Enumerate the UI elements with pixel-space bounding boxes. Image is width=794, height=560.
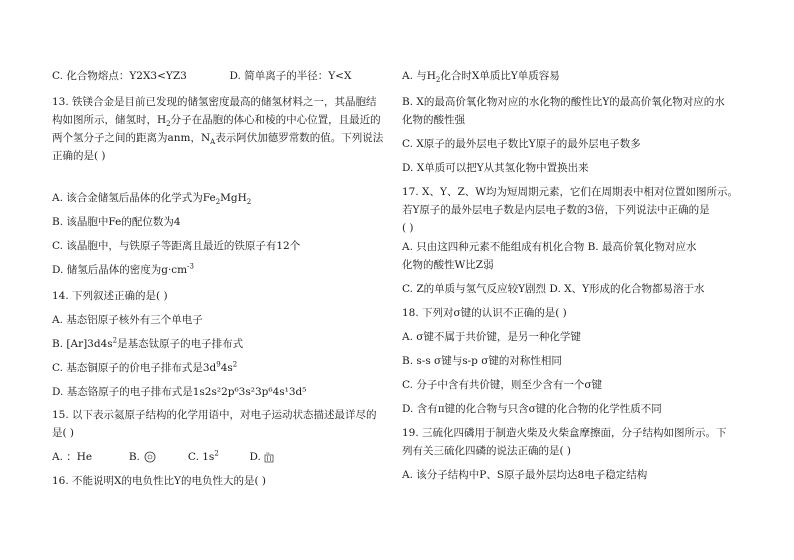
q16-option-d: D. X单质可以把Y从其氢化物中置换出来 xyxy=(402,162,589,174)
q19-line2: 列有关三硫化四磷的说法正确的是( ) xyxy=(402,445,572,457)
q18-option-c: C. 分子中含有共价键，则至少含有一个σ键 xyxy=(402,379,603,391)
q13-option-c: C. 该晶胞中，与铁原子等距离且最近的铁原子有12个 xyxy=(52,240,301,252)
svg-text:1s: 1s xyxy=(266,451,270,455)
option-d: D. 简单离子的半径：Y<X xyxy=(229,70,352,82)
q18-option-d: D. 含有π键的化合物与只含σ键的化合物的化学性质不同 xyxy=(402,403,662,415)
q14-option-c: C. 基态铜原子的价电子排布式是$3d^94s^2$ xyxy=(52,360,238,374)
q13-line4: 正确的是( ) xyxy=(52,150,106,162)
q16-option-b-line2: 化物的酸性强 xyxy=(402,114,465,126)
q15-option-c: C. $1s^2$ xyxy=(187,449,219,463)
q15-options xyxy=(52,450,274,464)
q17-line2: 若Y原子的最外层电子数是内层电子数的3倍，下列说法中正确的是 xyxy=(402,204,710,216)
option-c: C. 化合物熔点：Y2X3<YZ3 xyxy=(52,70,187,82)
q13-option-a: A. 该合金储氢后晶体的化学式为$Fe_2MgH_2$ xyxy=(52,192,252,207)
q13-option-d: D. 储氢后晶体的密度为$g\cdot cm^{-3}$ xyxy=(52,262,194,276)
q17-option-c-d: C. Z的单质与氢气反应较Y剧烈 D. X、Y形成的化合物都易溶于水 xyxy=(402,283,705,295)
q15-line2: 是( ) xyxy=(52,427,75,439)
q15-option-a: A. ：He xyxy=(52,451,93,463)
q18-option-b: B. s-s σ键与s-p σ键的对称性相同 xyxy=(402,355,562,367)
q13-line3: 两个氢分子之间的距离为anm，$N_A$表示阿伏加德罗常数的值。下列说法 xyxy=(52,132,384,147)
q13-option-b: B. 该晶胞中Fe的配位数为4 xyxy=(52,216,181,228)
q14-option-a: A. 基态铝原子核外有三个单电子 xyxy=(52,314,203,326)
q16-stem: 16. 不能说明X的电负性比Y的电负性大的是( ) xyxy=(52,475,266,487)
orbital-box-icon xyxy=(264,451,274,463)
q14-option-d: D. 基态铬原子的电子排布式是1s2s²2p⁶3s²3p⁶4s¹3d⁵ xyxy=(52,386,307,398)
q13-line2: 构如图所示，储氢时，$H_2$分子在晶胞的体心和棱的中心位置，且最近的 xyxy=(52,114,381,129)
q15-option-d: D. xyxy=(249,451,261,463)
q15-line1: 15. 以下表示氦原子结构的化学用语中，对电子运动状态描述最详尽的 xyxy=(52,409,377,421)
q17-option-b-cont: 化物的酸性W比Z弱 xyxy=(402,259,494,271)
q16-option-a: A. 与$H_2$化合时X单质比Y单质容易 xyxy=(402,70,560,85)
q18-option-a: A. σ键不属于共价键，是另一种化学键 xyxy=(402,331,581,343)
option-line-c-d xyxy=(52,69,351,83)
q17-line1: 17. X、Y、Z、W均为短周期元素，它们在周期表中相对位置如图所示。 xyxy=(402,186,739,198)
q14-stem: 14. 下列叙述正确的是( ) xyxy=(52,290,168,302)
q15-option-b: B. xyxy=(128,451,140,463)
q17-line3: ( ) xyxy=(402,222,414,234)
q13-line1: 13. 铁镁合金是目前已发现的储氢密度最高的储氢材料之一，其晶胞结 xyxy=(52,96,377,108)
q16-option-c: C. X原子的最外层电子数比Y原子的最外层电子数多 xyxy=(402,138,641,150)
atom-structure-icon xyxy=(143,451,157,463)
q14-option-b: B. $[Ar]3d4s^2$是基态钛原子的电子排布式 xyxy=(52,336,244,350)
q17-option-a-b: A. 只由这四种元素不能组成有机化合物 B. 最高价氧化物对应水 xyxy=(402,241,697,253)
q16-option-b-line1: B. X的最高价氧化物对应的水化物的酸性比Y的最高价氧化物对应的水 xyxy=(402,96,725,108)
q19-line1: 19. 三硫化四磷用于制造火柴及火柴盒摩擦面，分子结构如图所示。下 xyxy=(402,427,727,439)
q19-option-a: A. 该分子结构中P、S原子最外层均达8电子稳定结构 xyxy=(402,469,648,481)
q18-stem: 18. 下列对σ键的认识不正确的是( ) xyxy=(402,307,567,319)
